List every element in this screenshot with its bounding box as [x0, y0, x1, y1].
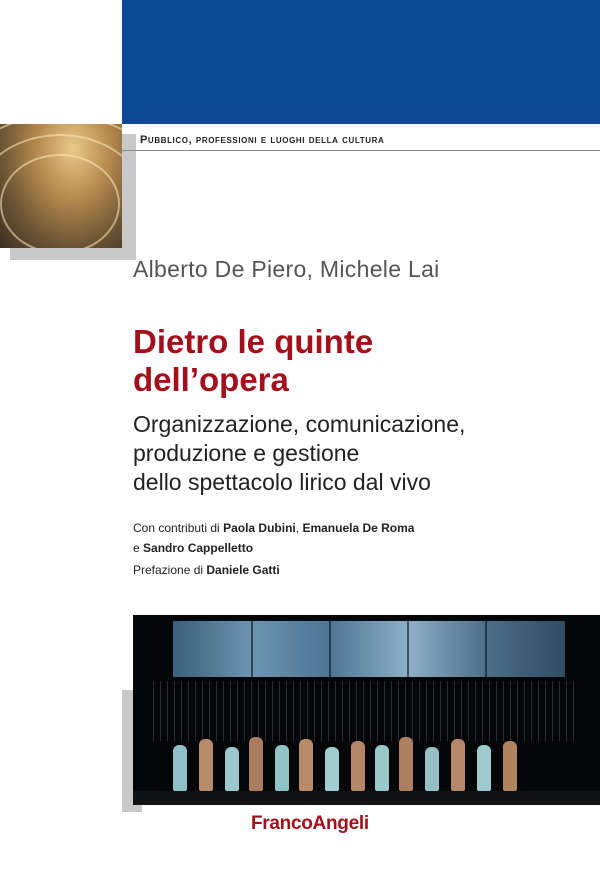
stage-floor — [133, 791, 600, 805]
contributors-prefix: Con contributi di — [133, 521, 220, 535]
contributor-separator: , — [295, 521, 300, 535]
series-divider — [122, 150, 600, 151]
title-line-1: Dietro le quinte — [133, 323, 374, 360]
title-line-2: dell’opera — [133, 361, 289, 398]
contributors — [133, 518, 573, 558]
publisher-logo: FrancoAngeli — [251, 813, 369, 834]
book-authors: Alberto De Piero, Michele Lai — [133, 256, 440, 282]
preface-credit — [133, 563, 280, 577]
stage-rain-effect — [153, 681, 580, 741]
contributor-name: Sandro Cappelletto — [143, 541, 254, 555]
preface-prefix: Prefazione di — [133, 563, 204, 577]
series-name: Pubblico, professioni e luoghi della cultura — [140, 134, 385, 146]
subtitle-line-2: produzione e gestione — [133, 440, 360, 466]
preface-author: Daniele Gatti — [206, 563, 280, 577]
subtitle-line-3: dello spettacolo lirico dal vivo — [133, 469, 431, 495]
top-blue-band — [122, 0, 600, 124]
contributor-conjunction: e — [133, 541, 140, 555]
contributor-name: Emanuela De Roma — [302, 521, 415, 535]
book-subtitle — [133, 410, 573, 497]
contributor-name: Paola Dubini — [223, 521, 296, 535]
stage-backdrop — [173, 621, 565, 677]
subtitle-line-1: Organizzazione, comunicazione, — [133, 411, 466, 437]
book-title — [133, 323, 573, 399]
opera-stage-photo — [133, 615, 600, 805]
theatre-dome-image — [0, 124, 122, 248]
